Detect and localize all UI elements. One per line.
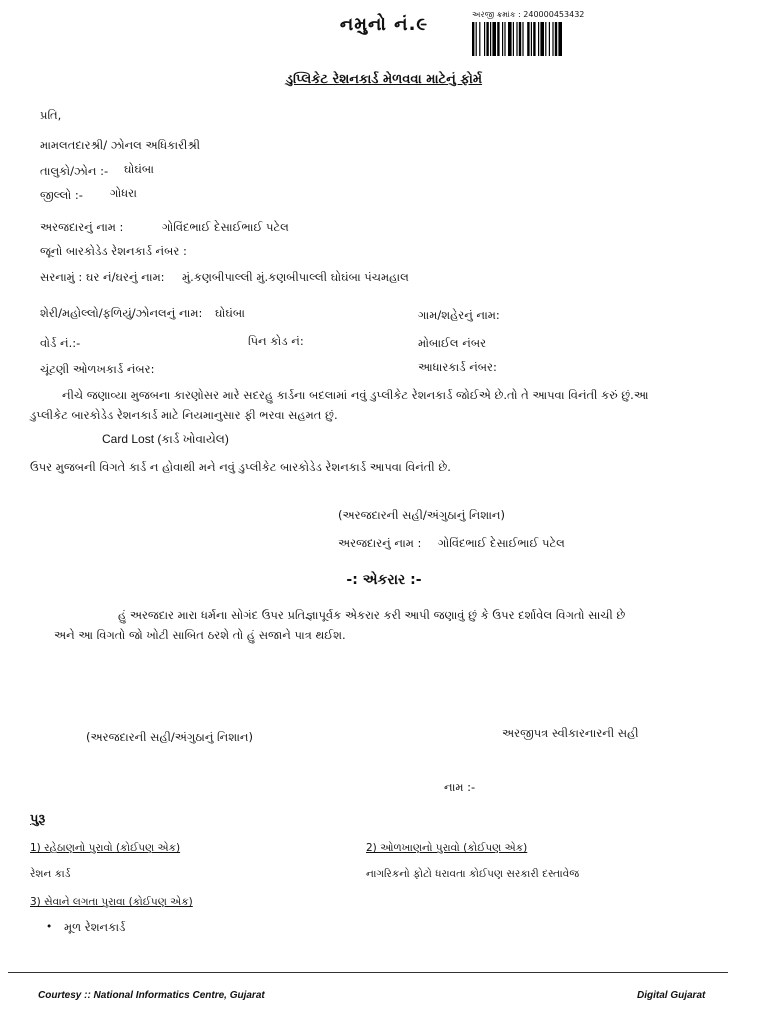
form-number: નમુનો નં.૯ bbox=[339, 14, 429, 35]
barcode-bar bbox=[516, 22, 517, 56]
taluka-value: ઘોઘંબા bbox=[124, 162, 154, 176]
form-title: ડુપ્લિકેટ રેશનકાર્ડ મેળવવા માટેનું ફોર્મ bbox=[285, 72, 483, 87]
barcode-bar bbox=[555, 22, 557, 56]
residence-proof-heading: 1) રહેઠાણનો પુરાવો (કોઈપણ એક) bbox=[30, 842, 181, 854]
declaration-signature-label: (અરજદારની સહી/અંગુઠાનું નિશાન) bbox=[86, 730, 253, 744]
old-card-label: જૂનો બારકોડેડ રેશનકાર્ડ નંબર : bbox=[40, 244, 187, 258]
mobile-label: મોબાઈલ નંબર bbox=[418, 336, 487, 350]
taluka-label: તાલુકો/ઝોન :- bbox=[40, 164, 109, 178]
barcode-bar bbox=[552, 22, 553, 56]
request-paragraph-line2: ડુપ્લીકેટ બારકોડેડ રેશનકાર્ડ માટે નિયમાનુસાર ફી ભરવા સહમત છું. bbox=[30, 408, 338, 422]
pin-label: પિન કોડ નં: bbox=[248, 334, 304, 348]
ward-label: વોર્ડ નં.:- bbox=[40, 336, 81, 350]
signature-name-value: ગોવિંદભાઈ દેસાઈભાઈ પટેલ bbox=[438, 536, 565, 550]
barcode-bar bbox=[545, 22, 546, 56]
barcode-bar bbox=[484, 22, 485, 56]
footer-digital-gujarat: Digital Gujarat bbox=[637, 990, 706, 1001]
barcode-bar bbox=[519, 22, 521, 56]
barcode-bar bbox=[472, 22, 474, 56]
request-closing: ઉપર મુજબની વિગતે કાર્ડ ન હોવાથી મને નવું ડુપ્લીકેટ બારકોડેડ રેશનકાર્ડ આપવા વિનંતી છે. bbox=[30, 460, 451, 474]
aadhar-label: આધારકાર્ડ નંબર: bbox=[418, 360, 497, 374]
address-value: મું.કણબીપાલ્લી મું.કણબીપાલ્લી ઘોઘંબા પંચમહાલ bbox=[182, 270, 409, 284]
barcode-bar bbox=[531, 22, 532, 56]
application-number: અરજી ક્રમાંક : 240000453432 bbox=[472, 10, 585, 19]
request-paragraph-line1: નીચે જણાવ્યા મુજબના કારણોસર મારે સદરહુ કાર્ડના બદલામાં નવું ડુપ્લીકેટ રેશનકાર્ડ જોઈએ છે.તો તે આપવા વિનંતી કરું છું.આ bbox=[62, 388, 649, 402]
barcode-bar bbox=[490, 22, 491, 56]
barcode-bar bbox=[504, 22, 505, 56]
applicant-name-value: ગોવિંદભાઈ દેસાઈભાઈ પટેલ bbox=[162, 220, 289, 234]
barcode-bar bbox=[522, 22, 523, 56]
district-label: જીલ્લો :- bbox=[40, 188, 83, 202]
officer-label: મામલતદારશ્રી/ ઝોનલ અધિકારીશ્રી bbox=[40, 138, 200, 152]
barcode-bar bbox=[486, 22, 488, 56]
barcode-bar bbox=[549, 22, 550, 56]
barcode-bar bbox=[479, 22, 480, 56]
proofs-title: પુરૂ bbox=[30, 812, 46, 827]
barcode-bar bbox=[533, 22, 535, 56]
street-label: શેરી/મહોલ્લો/ફળિયું/ઝોનલનું નામ: bbox=[40, 306, 203, 320]
district-value: ગોધરા bbox=[110, 186, 137, 200]
reason-text: Card Lost (કાર્ડ ખોવાયેલ) bbox=[102, 432, 229, 446]
applicant-signature-label: (અરજદારની સહી/અંગુઠાનું નિશાન) bbox=[338, 508, 505, 522]
barcode-bar bbox=[513, 22, 514, 56]
barcode-bar bbox=[558, 22, 562, 56]
barcode-bar bbox=[540, 22, 544, 56]
barcode bbox=[472, 22, 598, 56]
identity-proof-item: નાગરિકનો ફોટો ધરાવતા કોઈપણ સરકારી દસ્તાવેજ bbox=[366, 868, 580, 880]
barcode-bar bbox=[476, 22, 477, 56]
declaration-line2: અને આ વિગતો જો ખોટી સાબિત ઠરશે તો હું સજાને પાત્ર થઈશ. bbox=[54, 628, 346, 642]
residence-proof-item: રેશન કાર્ડ bbox=[30, 868, 71, 880]
signature-name-label: અરજદારનું નામ : bbox=[338, 536, 422, 550]
declaration-heading: -: એકરાર :- bbox=[346, 572, 422, 588]
address-label: સરનામું : ઘર નં/ઘરનું નામ: bbox=[40, 270, 165, 284]
village-label: ગામ/શહેરનું નામ: bbox=[418, 308, 500, 322]
receiver-signature-label: અરજીપત્ર સ્વીકારનારની સહી bbox=[502, 726, 639, 740]
barcode-bar bbox=[527, 22, 529, 56]
service-proof-bullet: • bbox=[46, 921, 53, 933]
identity-proof-heading: 2) ઓળખાણનો પુરાવો (કોઈપણ એક) bbox=[366, 842, 528, 854]
barcode-bar bbox=[508, 22, 512, 56]
service-proof-item: મૂળ રેશનકાર્ડ bbox=[64, 920, 126, 934]
receiver-name-label: નામ :- bbox=[444, 780, 476, 794]
service-proof-heading: 3) સેવાને લગતા પુરાવા (કોઈપણ એક) bbox=[30, 896, 193, 908]
barcode-bar bbox=[538, 22, 539, 56]
barcode-bar bbox=[502, 22, 503, 56]
prati-label: પ્રતિ, bbox=[40, 108, 62, 122]
footer-divider bbox=[8, 972, 728, 973]
voter-id-label: ચૂંટણી ઓળખકાર્ડ નંબર: bbox=[40, 362, 155, 376]
barcode-bar bbox=[492, 22, 496, 56]
applicant-name-label: અરજદારનું નામ : bbox=[40, 220, 124, 234]
barcode-bar bbox=[497, 22, 499, 56]
street-value: ઘોઘંબા bbox=[215, 306, 245, 320]
footer-courtesy: Courtesy :: National Informatics Centre, Gujarat bbox=[38, 990, 265, 1001]
declaration-line1: હું અરજદાર મારા ધર્મના સોગંદ ઉપર પ્રતિજ્ઞાપૂર્વક એકરાર કરી આપી જણાવું છું કે ઉપર દર્શાવેલ વિગતો સાચી છે bbox=[118, 608, 626, 622]
